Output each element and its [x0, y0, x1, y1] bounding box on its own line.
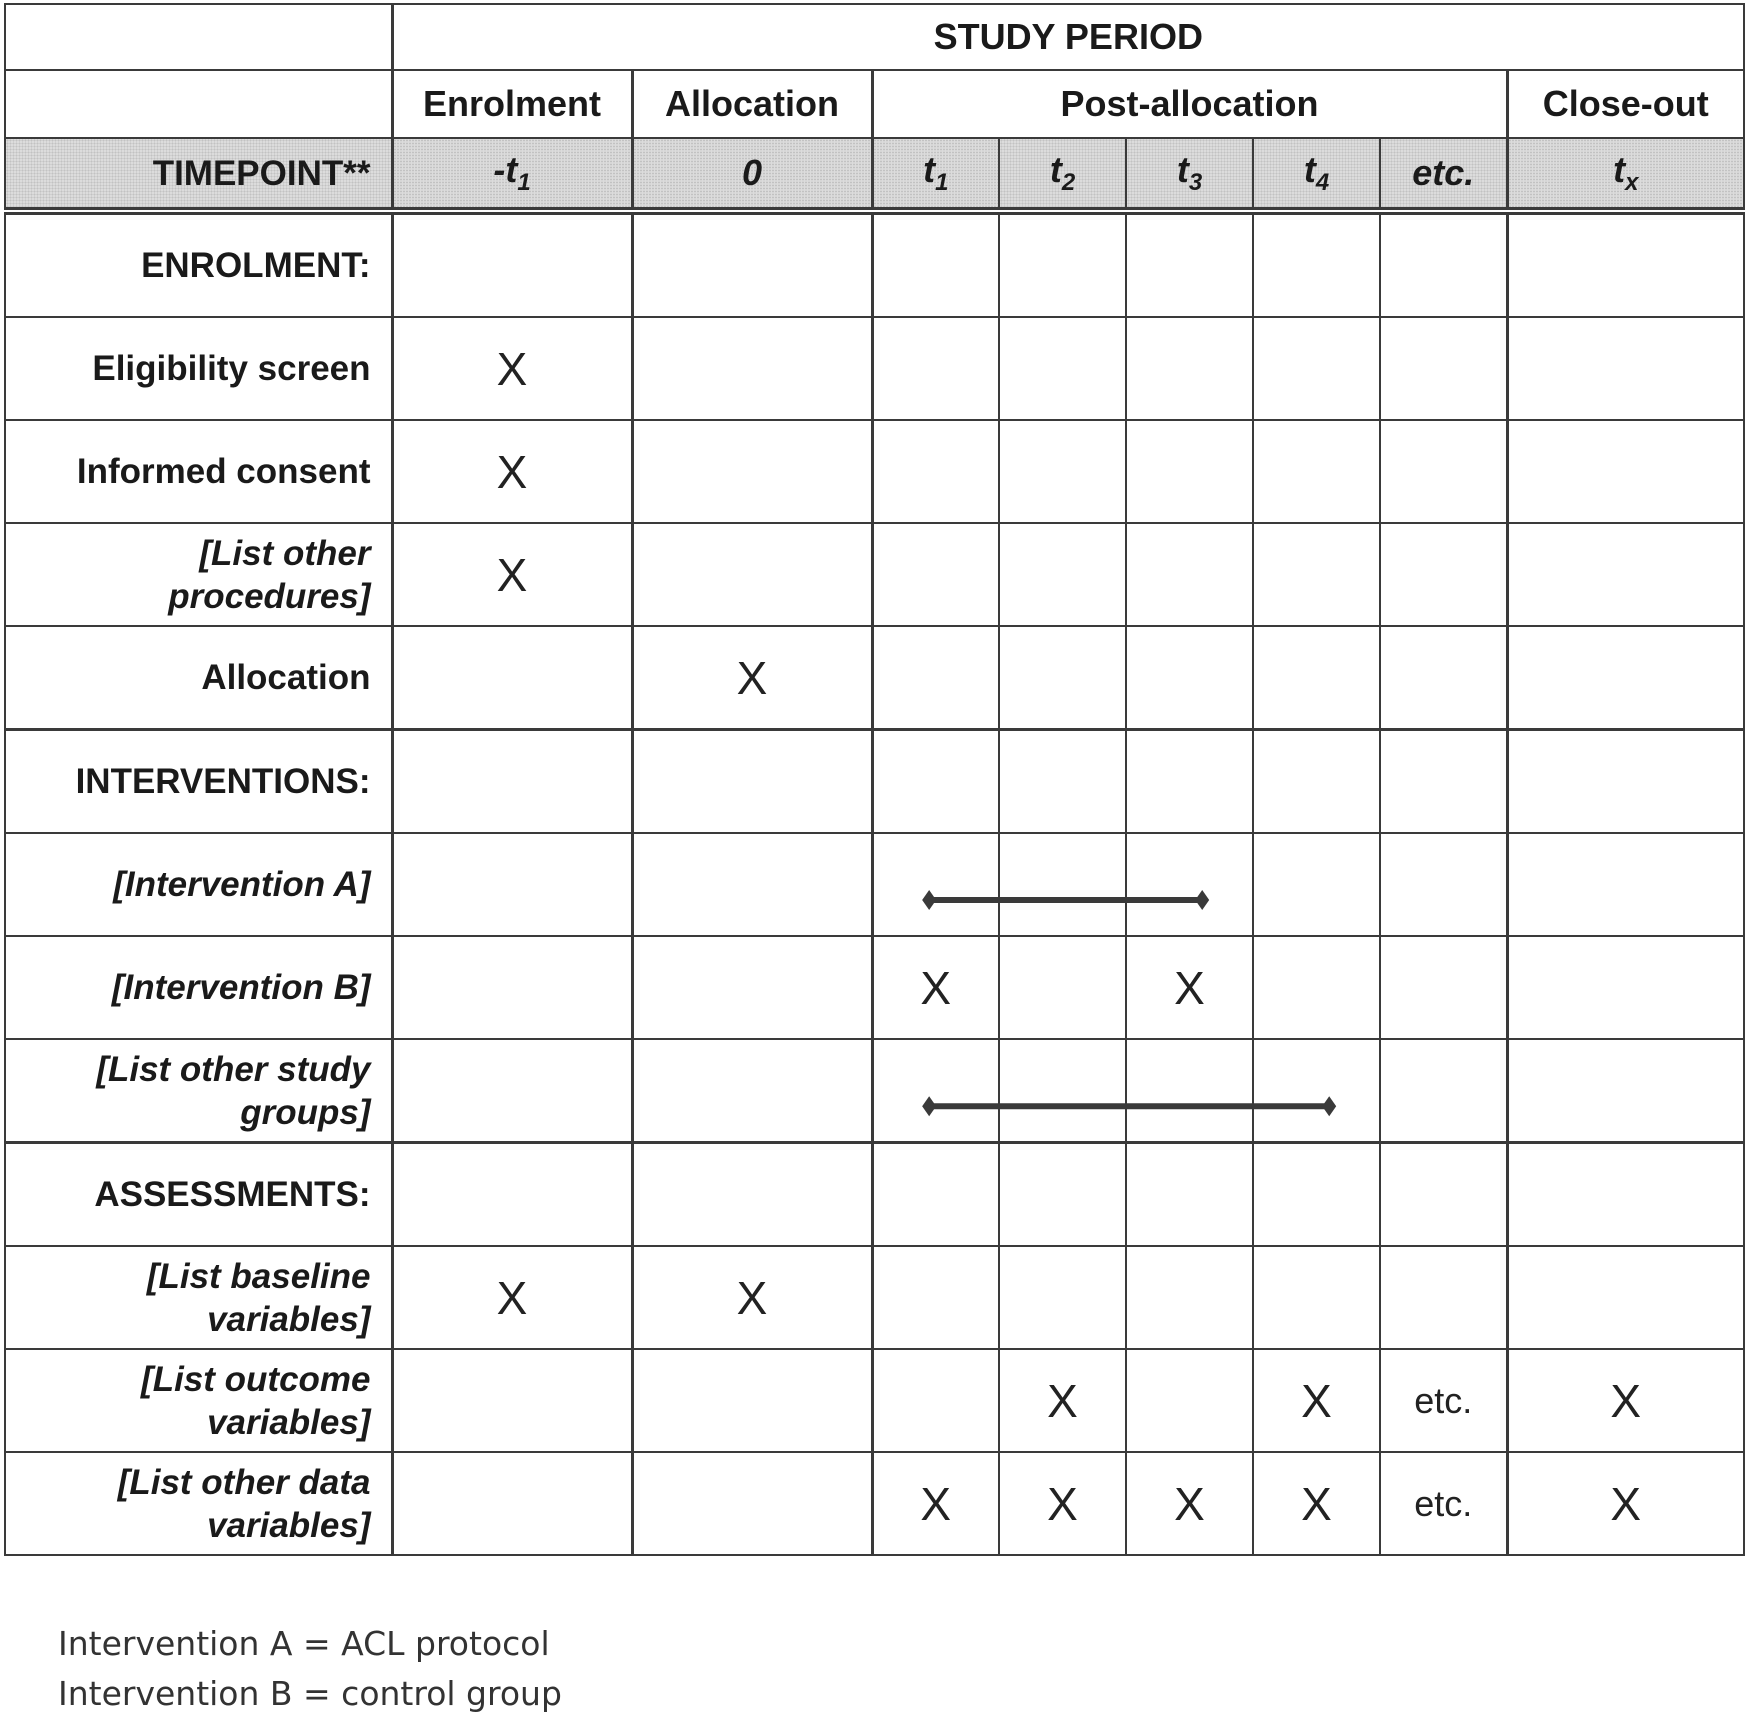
- schedule-mark: X: [392, 317, 632, 420]
- timepoint-3: [999, 138, 1126, 211]
- schedule-row: [5, 523, 1744, 626]
- timepoint-symbol: t: [1303, 148, 1316, 190]
- schedule-cell: [1126, 523, 1253, 626]
- schedule-cell: [999, 626, 1126, 730]
- schedule-row: [5, 936, 1744, 1039]
- phase-enrolment: Enrolment: [392, 70, 632, 138]
- row-label: [Intervention B]: [5, 936, 392, 1039]
- schedule-cell: [1126, 1039, 1253, 1143]
- schedule-cell: [872, 730, 999, 834]
- schedule-cell: [1253, 730, 1380, 834]
- schedule-cell: [872, 420, 999, 523]
- schedule-cell: [1380, 1246, 1507, 1349]
- schedule-cell: [1253, 211, 1380, 317]
- schedule-row: [5, 1452, 1744, 1555]
- schedule-cell: [392, 936, 632, 1039]
- schedule-cell: [1380, 626, 1507, 730]
- schedule-cell: [1253, 1246, 1380, 1349]
- schedule-cell: [1253, 420, 1380, 523]
- schedule-table: [4, 3, 1745, 1556]
- schedule-cell: [1507, 936, 1744, 1039]
- schedule-cell: [632, 730, 872, 834]
- schedule-cell: [872, 523, 999, 626]
- schedule-cell: [1126, 1143, 1253, 1247]
- timepoint-7: [1507, 138, 1744, 211]
- schedule-cell: [1380, 936, 1507, 1039]
- schedule-cell: [1507, 730, 1744, 834]
- schedule-cell: [999, 833, 1126, 936]
- schedule-cell: [872, 1143, 999, 1247]
- schedule-cell: [1507, 420, 1744, 523]
- timepoint-subscript: 4: [1315, 169, 1330, 197]
- schedule-cell: [999, 420, 1126, 523]
- study-period-row: [5, 4, 1744, 70]
- schedule-mark: X: [392, 420, 632, 523]
- schedule-cell: [999, 1246, 1126, 1349]
- schedule-mark: X: [632, 1246, 872, 1349]
- timepoint-subscript: 1: [935, 169, 949, 197]
- schedule-mark: X: [392, 523, 632, 626]
- timepoint-symbol: t: [1176, 148, 1189, 190]
- schedule-cell: [632, 1349, 872, 1452]
- schedule-cell: [1253, 936, 1380, 1039]
- schedule-mark: X: [1507, 1452, 1744, 1555]
- section-heading: INTERVENTIONS:: [5, 730, 392, 834]
- row-label: Informed consent: [5, 420, 392, 523]
- timepoint-subscript: x: [1625, 169, 1639, 197]
- schedule-cell: [872, 317, 999, 420]
- section-heading: ENROLMENT:: [5, 211, 392, 317]
- schedule-mark: X: [1253, 1349, 1380, 1452]
- schedule-cell: [872, 833, 999, 936]
- timepoint-row: [5, 138, 1744, 211]
- schedule-cell: [1126, 1349, 1253, 1452]
- phase-allocation: Allocation: [632, 70, 872, 138]
- row-label: [List other study groups]: [5, 1039, 392, 1143]
- schedule-cell: [872, 1246, 999, 1349]
- schedule-cell: [1507, 1246, 1744, 1349]
- timepoint-6: [1380, 138, 1507, 211]
- timepoint-symbol: -t: [493, 148, 518, 190]
- schedule-cell: [1126, 730, 1253, 834]
- schedule-cell: [999, 523, 1126, 626]
- schedule-cell: [1380, 1039, 1507, 1143]
- schedule-cell: [392, 211, 632, 317]
- schedule-cell: [1126, 1246, 1253, 1349]
- schedule-cell: [1507, 833, 1744, 936]
- schedule-mark: X: [1507, 1349, 1744, 1452]
- schedule-row: [5, 1349, 1744, 1452]
- schedule-cell: [1126, 833, 1253, 936]
- row-label: Allocation: [5, 626, 392, 730]
- timepoint-2: [872, 138, 999, 211]
- timepoint-5: [1253, 138, 1380, 211]
- schedule-cell: [1507, 211, 1744, 317]
- schedule-cell: [1253, 1039, 1380, 1143]
- row-label: [List outcome variables]: [5, 1349, 392, 1452]
- schedule-cell: [632, 211, 872, 317]
- schedule-cell: [392, 730, 632, 834]
- timepoint-0: [392, 138, 632, 211]
- schedule-cell: [1380, 1143, 1507, 1247]
- schedule-cell: [1126, 211, 1253, 317]
- row-label: Eligibility screen: [5, 317, 392, 420]
- schedule-row: [5, 1143, 1744, 1247]
- schedule-cell: [1253, 833, 1380, 936]
- schedule-cell: [1126, 317, 1253, 420]
- schedule-mark: X: [872, 1452, 999, 1555]
- study-period-header: STUDY PERIOD: [392, 4, 1744, 70]
- schedule-mark: X: [632, 626, 872, 730]
- note-intervention-a: Intervention A = ACL protocol: [58, 1624, 550, 1663]
- schedule-mark: X: [872, 936, 999, 1039]
- schedule-cell: [1380, 523, 1507, 626]
- timepoint-subscript: 3: [1188, 169, 1203, 197]
- schedule-mark: etc.: [1380, 1452, 1507, 1555]
- schedule-cell: [872, 626, 999, 730]
- schedule-cell: [999, 730, 1126, 834]
- row-label: [List other procedures]: [5, 523, 392, 626]
- timepoint-symbol: t: [1613, 148, 1626, 190]
- timepoint-symbol: t: [923, 148, 936, 190]
- phase-post-allocation: Post-allocation: [872, 70, 1507, 138]
- schedule-cell: [1507, 317, 1744, 420]
- phase-corner-cell: [5, 70, 392, 138]
- schedule-cell: [392, 1039, 632, 1143]
- schedule-cell: [392, 1349, 632, 1452]
- schedule-row: [5, 317, 1744, 420]
- schedule-cell: [872, 1349, 999, 1452]
- schedule-row: [5, 1039, 1744, 1143]
- schedule-mark: X: [1253, 1452, 1380, 1555]
- schedule-mark: X: [999, 1452, 1126, 1555]
- schedule-cell: [1253, 317, 1380, 420]
- schedule-mark: X: [392, 1246, 632, 1349]
- note-intervention-b: Intervention B = control group: [58, 1674, 562, 1713]
- schedule-cell: [1380, 730, 1507, 834]
- schedule-cell: [999, 1039, 1126, 1143]
- schedule-mark: X: [1126, 1452, 1253, 1555]
- schedule-row: [5, 420, 1744, 523]
- schedule-cell: [632, 1452, 872, 1555]
- schedule-cell: [999, 211, 1126, 317]
- schedule-cell: [1507, 1039, 1744, 1143]
- phase-row: [5, 70, 1744, 138]
- schedule-row: [5, 1246, 1744, 1349]
- schedule-mark: etc.: [1380, 1349, 1507, 1452]
- schedule-cell: [632, 1039, 872, 1143]
- schedule-cell: [1507, 1143, 1744, 1247]
- schedule-cell: [632, 1143, 872, 1247]
- schedule-row: [5, 211, 1744, 317]
- schedule-cell: [632, 420, 872, 523]
- row-label: [Intervention A]: [5, 833, 392, 936]
- schedule-row: [5, 626, 1744, 730]
- schedule-cell: [1380, 317, 1507, 420]
- schedule-cell: [392, 626, 632, 730]
- schedule-cell: [1507, 523, 1744, 626]
- phase-close-out: Close-out: [1507, 70, 1744, 138]
- schedule-cell: [999, 1143, 1126, 1247]
- schedule-cell: [392, 1452, 632, 1555]
- schedule-cell: [632, 936, 872, 1039]
- row-label: [List baseline variables]: [5, 1246, 392, 1349]
- timepoint-subscript: 1: [517, 169, 531, 197]
- schedule-mark: X: [999, 1349, 1126, 1452]
- timepoint-1: [632, 138, 872, 211]
- timepoint-label: TIMEPOINT**: [5, 138, 392, 211]
- schedule-row: [5, 833, 1744, 936]
- schedule-mark: X: [1126, 936, 1253, 1039]
- timepoint-symbol: etc.: [1412, 152, 1475, 193]
- schedule-cell: [1380, 211, 1507, 317]
- schedule-cell: [1126, 420, 1253, 523]
- schedule-cell: [1380, 833, 1507, 936]
- schedule-cell: [632, 523, 872, 626]
- row-label: [List other data variables]: [5, 1452, 392, 1555]
- schedule-cell: [392, 833, 632, 936]
- timepoint-subscript: 2: [1061, 169, 1076, 197]
- schedule-row: [5, 730, 1744, 834]
- schedule-cell: [632, 833, 872, 936]
- schedule-cell: [392, 1143, 632, 1247]
- schedule-cell: [999, 936, 1126, 1039]
- schedule-cell: [872, 1039, 999, 1143]
- timepoint-symbol: 0: [741, 152, 763, 193]
- timepoint-4: [1126, 138, 1253, 211]
- schedule-cell: [872, 211, 999, 317]
- schedule-cell: [1380, 420, 1507, 523]
- schedule-cell: [1253, 626, 1380, 730]
- schedule-cell: [632, 317, 872, 420]
- section-heading: ASSESSMENTS:: [5, 1143, 392, 1247]
- timepoint-symbol: t: [1049, 148, 1062, 190]
- schedule-cell: [999, 317, 1126, 420]
- schedule-cell: [1253, 523, 1380, 626]
- schedule-cell: [1253, 1143, 1380, 1247]
- schedule-cell: [1126, 626, 1253, 730]
- corner-cell: [5, 4, 392, 70]
- schedule-cell: [1507, 626, 1744, 730]
